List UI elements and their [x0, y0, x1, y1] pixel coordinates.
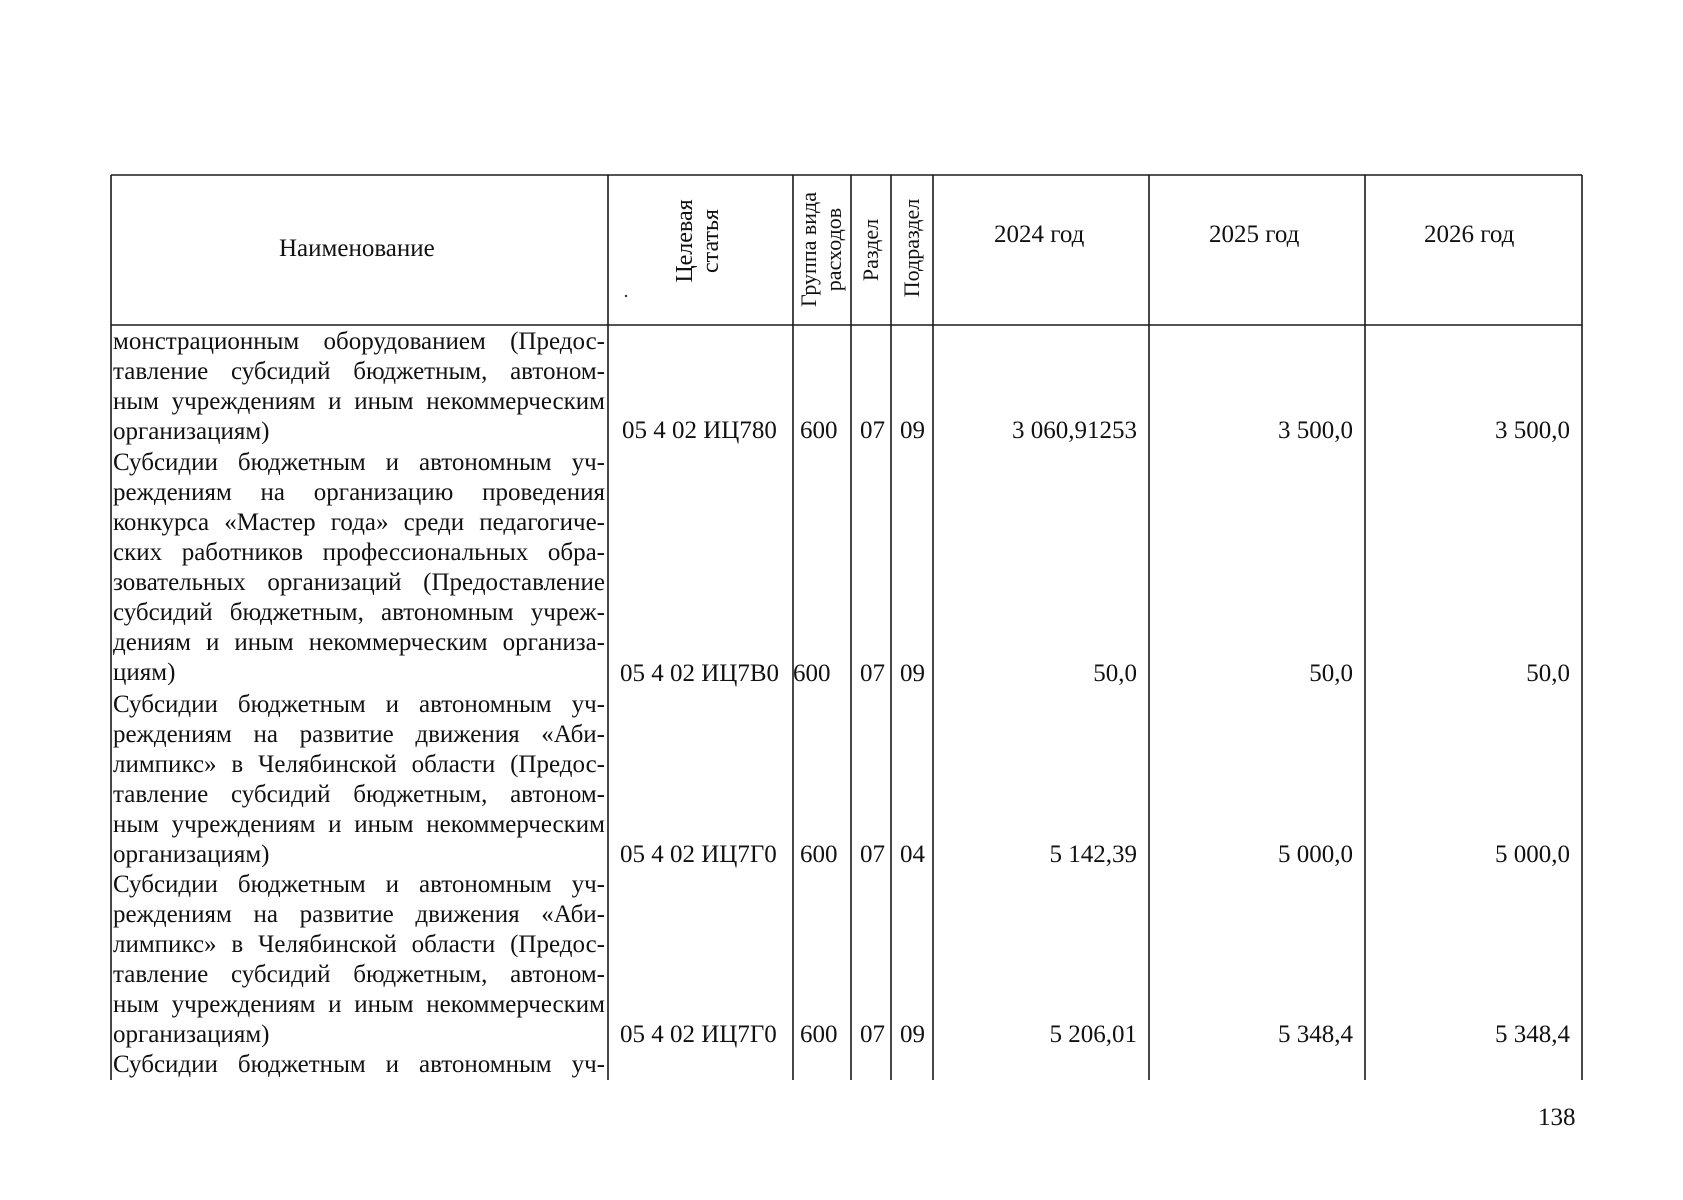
header-expense-group: [796, 177, 846, 322]
table-row-description: [113, 327, 605, 447]
header-group-line2: расходов: [821, 207, 846, 292]
description-line: организациям): [113, 841, 270, 868]
description-line: Субсидии бюджетным и автономным уч-: [113, 449, 605, 476]
cell-2025: 3 500,0: [1278, 417, 1353, 444]
description-line: Субсидии бюджетным и автономным уч-: [113, 1051, 605, 1078]
header-target-line2: статья: [698, 209, 724, 273]
cell-2024: 5 142,39: [1049, 841, 1137, 868]
description-line: ным учреждениям и иным некоммерческим: [113, 388, 605, 415]
description-line: ным учреждениям и иным некоммерческим: [113, 811, 605, 838]
header-section: Раздел: [858, 218, 883, 282]
header-group-line1: Группа вида: [796, 192, 821, 307]
cell-group: 600: [800, 417, 838, 444]
description-line: монстрационным оборудованием (Предос-: [113, 328, 605, 355]
cell-2024: 3 060,91253: [1012, 417, 1137, 444]
cell-2026: 50,0: [1526, 660, 1570, 687]
table-row-description: [113, 690, 605, 870]
header-2026: 2026 год: [1424, 221, 1515, 248]
header-subsection: Подраздел: [899, 198, 924, 298]
cell-section: 07: [860, 660, 885, 687]
header-target-line1: Целевая: [672, 199, 698, 283]
cell-section: 07: [860, 841, 885, 868]
description-line: лимпикс» в Челябинской области (Предос-: [113, 751, 605, 778]
description-line: организациям): [113, 1021, 270, 1048]
description-line: дениям и иным некоммерческим организа-: [113, 629, 605, 656]
description-line: тавление субсидий бюджетным, автоном-: [113, 961, 605, 988]
description-line: лимпикс» в Челябинской области (Предос-: [113, 931, 605, 958]
cell-2024: 50,0: [1093, 660, 1137, 687]
cell-section: 07: [860, 1021, 885, 1048]
header-2025: 2025 год: [1209, 221, 1300, 248]
description-line: реждениям на развитие движения «Аби-: [113, 721, 605, 748]
description-line: циям): [113, 659, 176, 686]
description-line: тавление субсидий бюджетным, автоном-: [113, 358, 605, 385]
cell-target: 05 4 02 ИЦ7Г0: [620, 841, 777, 868]
description-line: тавление субсидий бюджетным, автоном-: [113, 781, 605, 808]
description-line: зовательных организаций (Предоставление: [113, 569, 605, 596]
cell-target: 05 4 02 ИЦ7Г0: [620, 1021, 777, 1048]
description-line: ских работников профессиональных обра-: [113, 539, 605, 566]
cell-group: 600: [800, 1021, 838, 1048]
cell-subsection: 09: [900, 1021, 925, 1048]
description-line: реждениям на развитие движения «Аби-: [113, 901, 605, 928]
header-target-article: [672, 186, 724, 296]
description-line: реждениям на организацию проведения: [113, 479, 605, 506]
cell-2025: 5 348,4: [1278, 1021, 1353, 1048]
table-row-description: [113, 870, 605, 1050]
cell-2026: 3 500,0: [1495, 417, 1570, 444]
description-line: ным учреждениям и иным некоммерческим: [113, 991, 605, 1018]
header-name: Наименование: [279, 235, 435, 262]
description-line: организациям): [113, 418, 270, 445]
page-number: 138: [1538, 1104, 1576, 1131]
description-line: субсидий бюджетным, автономным учреж-: [113, 599, 605, 626]
cell-group: 600: [800, 841, 838, 868]
cell-section: 07: [860, 417, 885, 444]
cell-subsection: 09: [900, 660, 925, 687]
cell-2026: 5 000,0: [1495, 841, 1570, 868]
description-line: конкурса «Мастер года» среди педагогиче-: [113, 509, 605, 536]
cell-subsection: 04: [900, 841, 925, 868]
cell-target: 05 4 02 ИЦ780: [622, 417, 777, 444]
cell-target: 05 4 02 ИЦ7В0: [620, 660, 780, 687]
table-row-description: [113, 1050, 605, 1080]
cell-2026: 5 348,4: [1495, 1021, 1570, 1048]
header-2024: 2024 год: [994, 221, 1085, 248]
description-line: Субсидии бюджетным и автономным уч-: [113, 871, 605, 898]
table-row-description: [113, 448, 605, 688]
cell-2024: 5 206,01: [1049, 1021, 1137, 1048]
cell-subsection: 09: [900, 417, 925, 444]
description-line: Субсидии бюджетным и автономным уч-: [113, 691, 605, 718]
cell-2025: 5 000,0: [1278, 841, 1353, 868]
cell-group: 600: [793, 660, 831, 687]
cell-2025: 50,0: [1309, 660, 1353, 687]
